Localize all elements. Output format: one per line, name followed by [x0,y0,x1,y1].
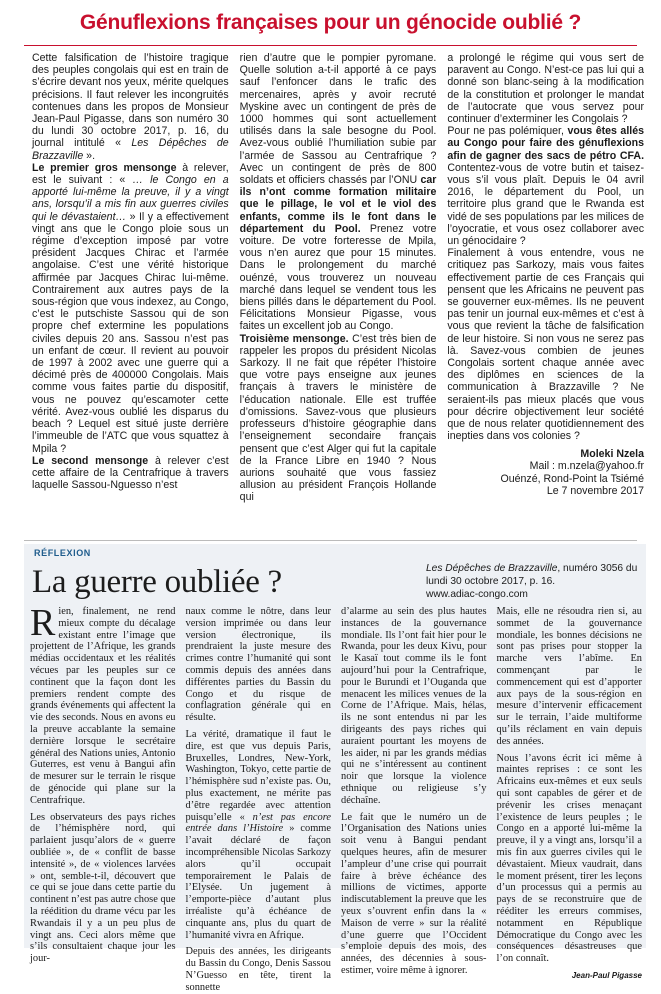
text-run: » Il y a effectivement vingt ans que le Congo ploie sous un régime d’exception imposé par votre président Jacques Chirac et l’armée angolaise. C’est une vérité historique affirmée par Jacques Chirac lui-même. Contrairement aux autres pays de la sous-région que vous indexez, au Congo, c’est le putschiste Sassou qui de son propre chef extermine les populations civiles depuis 20 ans. Sassou n’est pas un enfant de cœur. Il revient au pouvoir de 1997 à 2002 avec une guerre qui a décimé près de 400000 Congolais. Mais comme vous faites partie du dispositif, vous ne pouvez qu’escamoter cette vérité. Avez-vous oublié les disparus du beach ? Lequel est situé juste derrière l’immeuble de l’ATC que vous squattez à Mpila ? [32,210,229,455]
text-run: Cette falsification de l’histoire tragique des peuples congolais qui est en train de s’écrire devant nos yeux, mérite quelques précisions. Il faut relever les incongruités contenues dans les propos de Monsieur Jean-Paul Pigasse, dans son numéro 30 du lundi 30 octobre 2017, p. 16, du journal intitulé « [32,52,229,150]
section-lead: Troisième mensonge. [239,332,349,345]
article-paragraph [447,247,644,442]
text-run: ien, finalement, ne rend mieux compte du décalage existant entre l’image que projettent de l’Afrique, les grands médias occidentaux et les réalités vécues par les peuples sur ce continent que la façon dont les premiers rendent compte des grands événements qui affectent la vie des seconds. Nous en avons eu la preuve accablante la semaine dernière lorsque le secrétaire général des Nations unies, Antonio Guterres, est venu à Bangui afin de mesurer sur le terrain le risque de génocide qui plane sur la Centrafrique. [30,606,176,806]
text-run: Pour ne pas polémiquer, [447,125,568,138]
text-run: d’alarme au sein des plus hautes instances de la gouvernance mondiale. Ils l’ont fait hier pour le Rwanda, pour les deux Kivu, pour le Kasaï tout comme ils le font aujourd’hui pour la Centrafrique, pour le Burundi et l’Ouganda que menacent les milices venues de la Corne de l’Afrique. Mais, hélas, ils ne sont entendus ni par les dirigeants des pays riches qui auraient pourtant les moyens de les aider, ni par les grands médias qui ne s’intéressent au continent noir que lorsque la violence ethnique ou religieuse s’y déchaîne. [341,606,487,806]
article-paragraph [32,162,229,455]
article-column-3 [447,52,644,540]
section-divider [24,540,637,541]
reflection-paragraph [497,753,643,965]
drop-cap: R [30,602,56,644]
signature-address: Ouénzé, Rond-Point la Tsiémé [500,472,645,485]
reflection-paragraph [30,602,176,807]
text-run: Contentez-vous de votre butin et taisez-vous s’il vous plaît. Depuis le 04 avril 2016, le département du Pool, un territoire plus grand que le Rwanda est vidé de ses populations par les milices de l’oyocratie, et vous osez collaborer avec un génocidaire ? [447,161,645,248]
author-signature: Jean-Paul Pigasse [571,970,642,980]
text-run: Mais, elle ne résoudra rien si, au sommet de la gouvernance mondiale, les bonnes décisions ne sont pas prises pour stopper la marche vers l’abîme. En commençant par le commencement qui est d’apporter aux pays de la sous-région en mesure d’intervenir efficacement sur le terrain, l’aide multiforme qu’ils réclament en vain depuis des années. [496,606,642,747]
article-paragraph [447,52,644,125]
section-lead: Le premier gros mensonge [32,161,177,174]
source-details: , numéro 3056 du lundi 30 octobre 2017, p. 16. [426,563,638,587]
article-column-2 [240,52,437,540]
article-paragraph [240,52,437,333]
signature-mail: Mail : m.nzela@yahoo.fr [529,460,645,473]
text-run: a prolongé le régime qui vous sert de paravent au Congo. N’est-ce pas lui qui a donné son blanc-seing à la modification de la constitution et prolonger le mandat de l’autocrate que vous servez pour continuer d’exterminer les Congolais ? [447,52,645,126]
signature-date: Le 7 novembre 2017 [546,485,645,498]
text-run: La vérité, dramatique il faut le dire, est que vus depuis Paris, Bruxelles, Londres, New-York, Washington, Tokyo, cette partie de l’hémisphère sud n’existe pas. Ou, plus exactement, ne mérite pas d’être regardée avec attention puisqu’elle « [185,728,331,823]
reflection-paragraph [186,946,332,993]
article-paragraph [447,125,644,247]
reflection-column-2 [185,606,332,993]
text-run: à relever, est le suivant : « [32,161,229,187]
emphasis: vous êtes allés au Congo pour faire des génuflexions afin de gagner des sacs de pétro CFA. [447,125,645,162]
signature-block [447,448,644,498]
reflection-box [24,544,646,993]
journal-name: Les Dépêches de Brazzaville [32,137,229,162]
headline-divider [24,45,637,46]
article-body [32,52,644,540]
text-run: C’est très bien de rappeler les propos du président Nicolas Sarkozy. Il ne fait que répéter l’histoire que votre pays enseigne aux jeunes français à travers le ministère de l’éducation nationale. Elle est truffée d’omissions. Savez-vous que plusieurs professeurs d’histoire géographie dans l’enseignement secondaire français pensent que c’est Alger qui fut la capitale de la France Libre en 1940 ? Nous aurions souhaité que vous fassiez allusion au président François Hollande qui [239,332,437,504]
text-run: Depuis des années, les dirigeants du Bassin du Congo, Denis Sassou N’Guesso en tête, tirent la sonnette [185,946,331,993]
quotation: n’est pas encore entrée dans l’Histoire [185,811,331,835]
text-run: rien d’autre que le pompier pyromane. Quelle solution a-t-il apporté à ce pays sauf l’enfoncer dans le trafic des mercenaires, après y avoir recruté Myskine avec un contingent de près de 1000 hommes qui sont actuellement utilisés dans la sale besogne du Pool. Avez-vous oublié l’humiliation subie par l’armée de Sassou au Centrafrique ? Avec un contingent de près de 800 soldats et officiers chassés par l’ONU [239,52,437,187]
source-url[interactable]: www.adiac-congo.com [426,589,528,600]
text-run: naux comme le nôtre, dans leur version imprimée ou dans leur version électronique, ils prendraient la juste mesure des crimes contre l’humanité qui sont commis depuis des années dans différentes parties du Bassin du Congo et du risque de conflagration générale qui en résulte. [185,606,331,724]
section-lead: Le second mensonge [32,454,149,467]
reflection-body [30,602,642,993]
reflection-paragraph [497,606,643,748]
text-run: Prenez votre voiture. De votre forteresse de Mpila, vous n’en aurez que pour 15 minutes. Dans le prolongement du marché ouénzé, vous trouverez un nouveau marché dans lequel se vendent tous les biens pillés dans le département du Pool. Félicitations Monsieur Pigasse, vous faites un excellent job au Congo. [239,222,437,333]
reflection-source [426,562,638,601]
article-paragraph [32,455,229,492]
reflection-paragraph [186,729,332,941]
reflection-column-4 [496,606,643,980]
text-run: à relever c’est cette affaire de la Centrafrique à travers laquelle Sassou-Nguesso n’est [32,454,229,492]
article-paragraph [240,333,437,504]
reflection-paragraph [341,812,487,977]
article-column-1 [32,52,229,540]
text-run: Les observateurs des pays riches de l’hémisphère nord, qui parlaient jusqu’alors de « guerre oubliée », de « conflit de basse intensité », de « violences larvées » ont, semble-t-il, découvert que ce qui se joue dans cette partie du continent n’est pas autre chose que la réédition du drame vécu par les Rwandais il y a un peu plus de vingt ans. Ceci alors même que s’ils consultaient chaque jour les jour- [30,811,176,965]
text-run: ». [83,149,96,162]
text-run: Nous l’avons écrit ici même à maintes reprises : ce sont les Africains eux-mêmes et eux seuls qui sont capables de gérer et de prévenir les crises menaçant l’existence de leurs peuples ; le Congo en a apporté lui-même la preuve, il y a vingt ans, lorsqu’il a mis fin aux guerres civiles qui le dévastaient. Mieux vaudrait, dans le moment présent, tirer les leçons d’un processus qui a permis au pays de se reconstruire que de rééditer les erreurs commises, notamment en République Démocratique du Congo avec les conséquences désastreuses que l’on connaît. [496,752,642,965]
article-headline: Génuflexions françaises pour un génocide oublié ? [79,11,582,34]
text-run: Finalement à vous entendre, vous ne critiquez pas Sarkozy, mais vous faites effectivement partie de ces Français qui pensent que les Africains ne peuvent pas se gouverner eux-mêmes. Ils ne peuvent pas tenir un journal eux-mêmes et c’est à vous que revient la tâche de falsification de leur histoire. Si non vous ne serez pas là. Savez-vous combien de jeunes Congolais sortent chaque année avec des diplômes en sciences de la communication à Brazzaville ? Ne seraient-ils pas mieux placés que vous pour décrire objectivement leur société que de nous relater quotidiennement des inepties dans vos colonies ? [447,247,645,443]
reflection-column-3 [341,606,487,976]
article-paragraph [32,52,229,162]
quotation: … le Congo en a apporté lui-même la preuve, il y a vingt ans, lorsqu’il a mis fin aux guerres civiles qui le dévastaient… [32,174,229,223]
reflection-paragraph [341,606,487,807]
reflection-column-1 [30,602,176,965]
emphasis: car ils n’ont comme formation militaire que le pillage, le vol et le viol des enfants, comme ils le font dans le département du Pool. [239,174,437,235]
text-run: Le fait que le numéro un de l’Organisation des Nations unies soit venu à Bangui pendant quelques heures, afin de mesurer l’ampleur d’une crise qui pourrait faire à brève échéance des millions de victimes, apporte indiscutablement la preuve que les yeux s’ouvrent enfin dans la « Maison de verre » sur la réalité d’une guerre que l’Occident s’emploie depuis des mois, des années, des décennies à sous-estimer, voire même à ignorer. [341,811,487,976]
signature-name: Moleki Nzela [580,447,645,460]
reflection-title: La guerre oubliée ? [32,564,282,600]
reflection-paragraph [30,812,176,965]
text-run: » comme l’avait déclaré de façon incompréhensible Nicolas Sarkozy alors qu’il occupait temporairement le Palais de l’Elysée. Un jugement à l’emporte-pièce d’autant plus irréaliste qu’à échéance de cinquante ans, plus du quart de l’humanité vivra en Afrique. [185,823,331,941]
section-label: RÉFLEXION [34,548,91,558]
reflection-paragraph [186,606,332,724]
source-journal: Les Dépêches de Brazzaville [426,563,558,574]
